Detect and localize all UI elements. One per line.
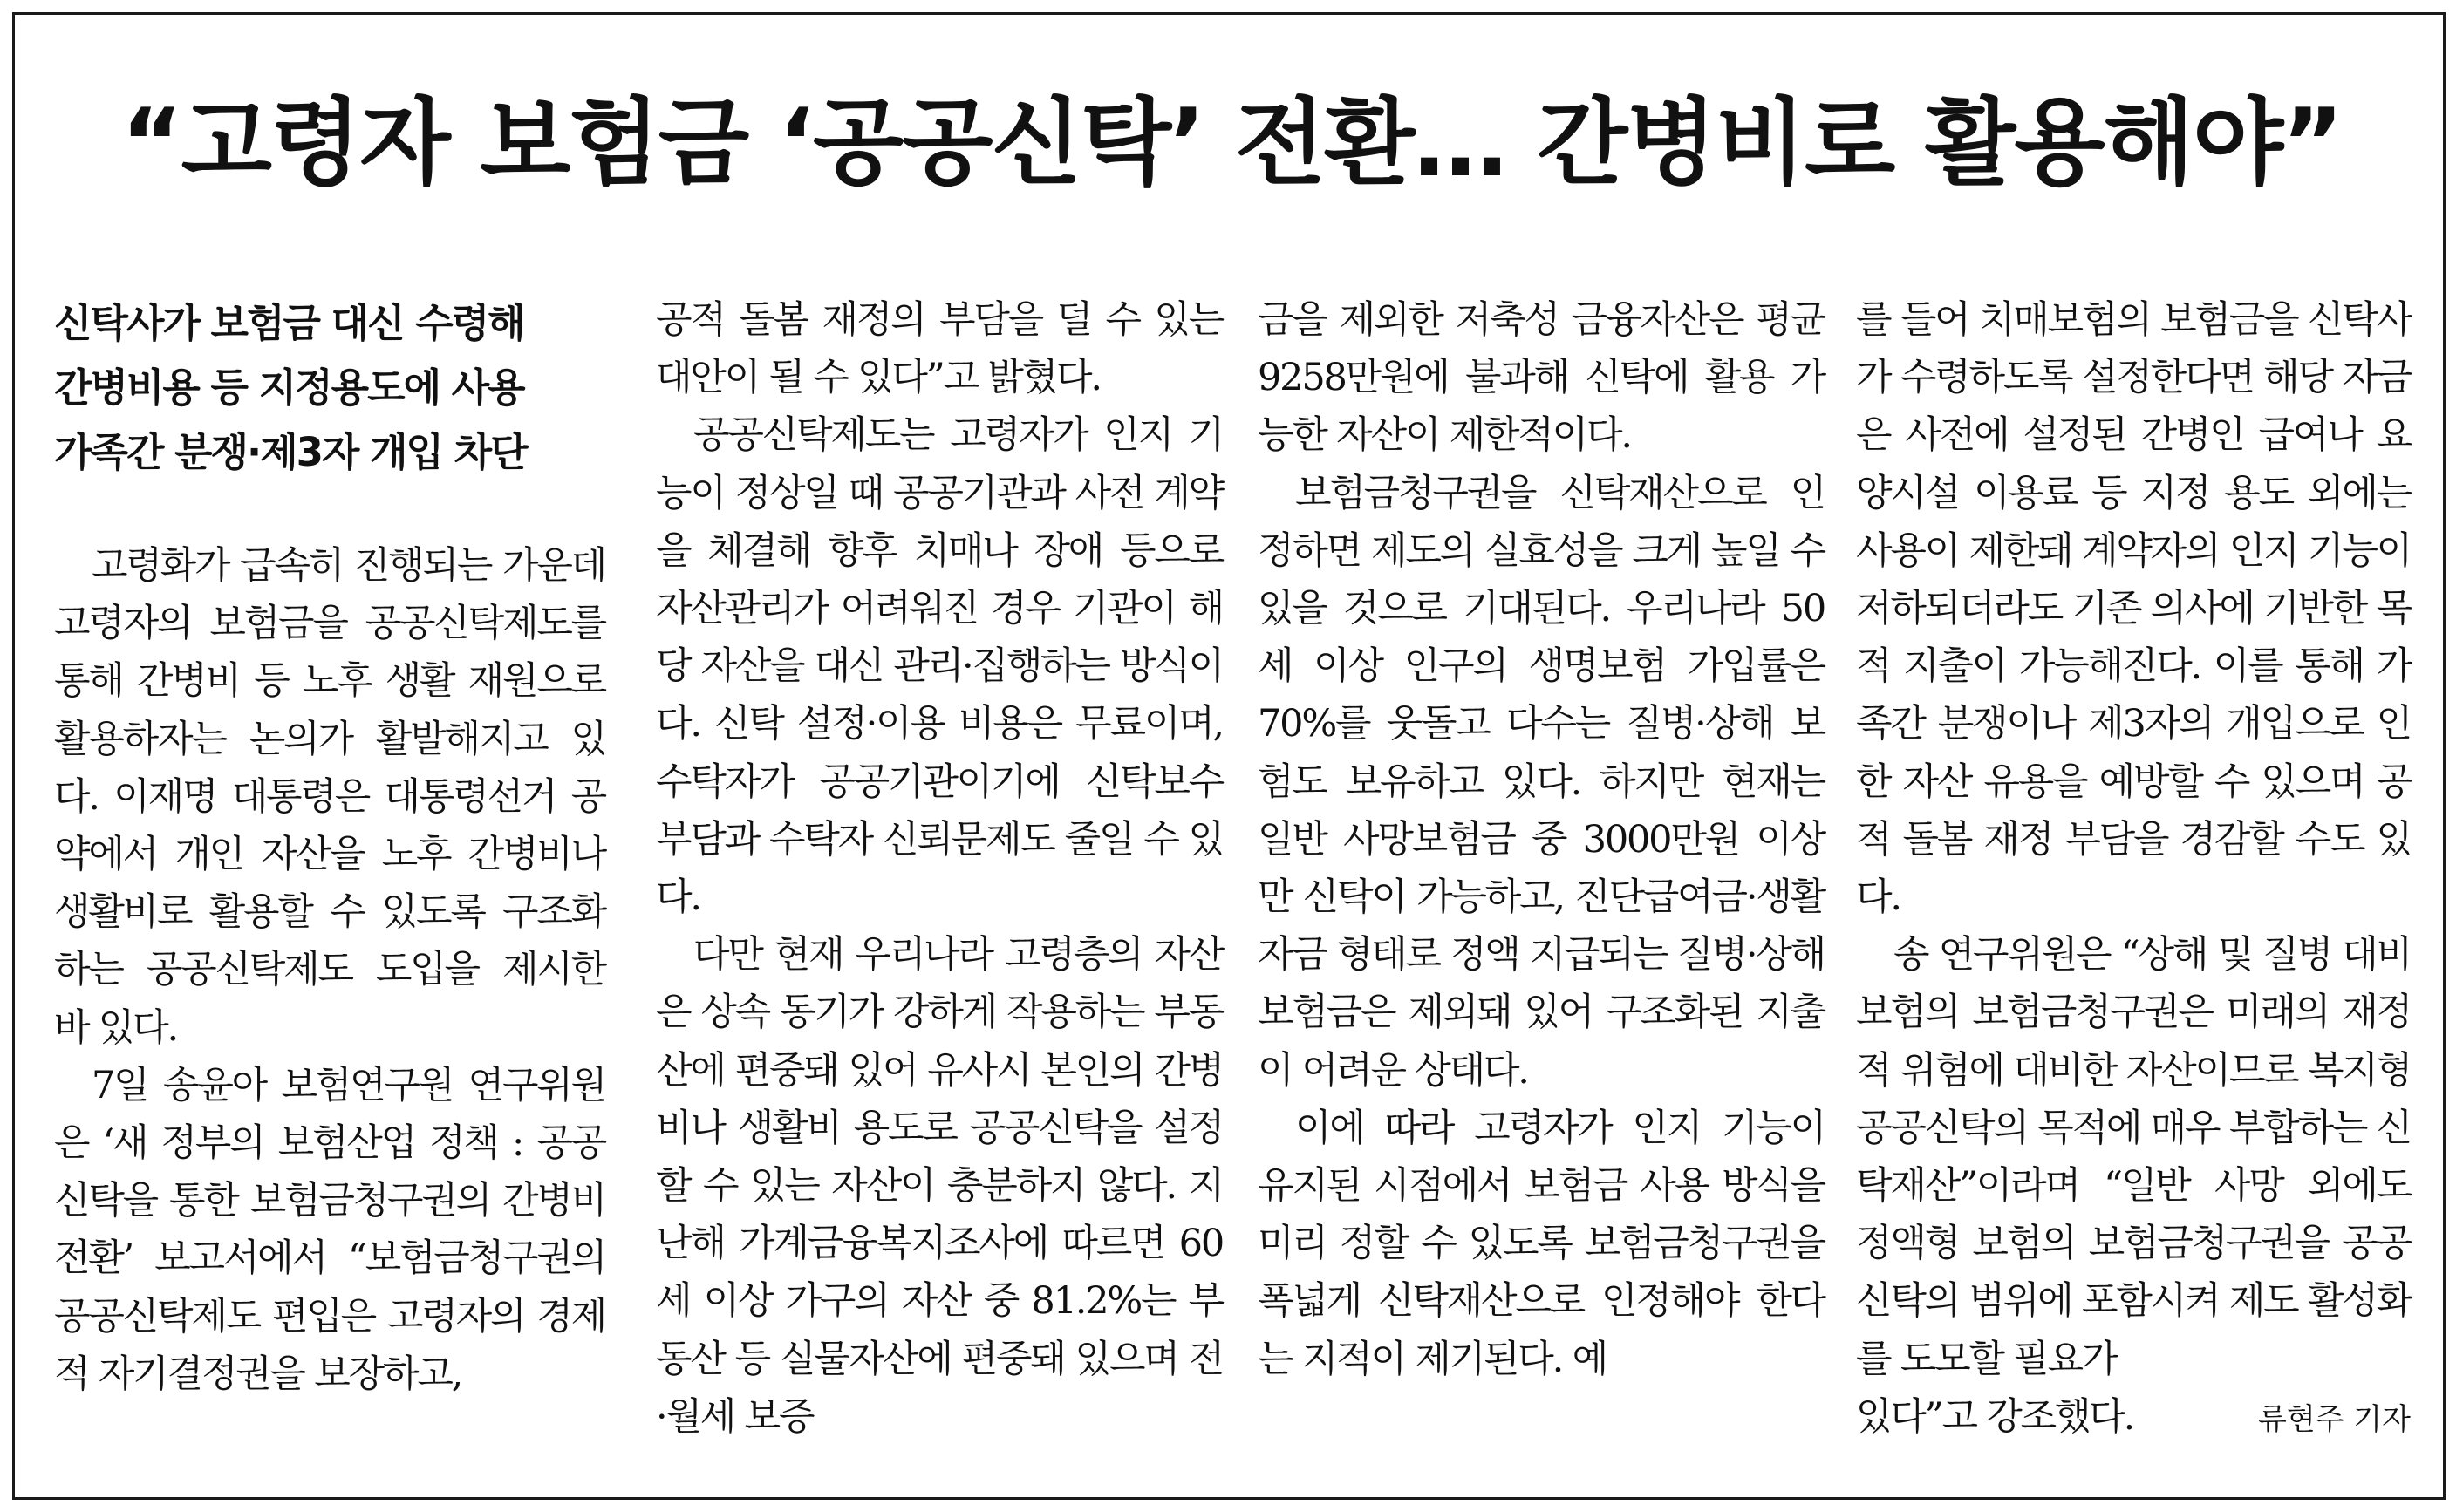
subhead-line: 가족간 분쟁·제3자 개입 차단 <box>54 429 527 475</box>
article-subheads <box>54 291 605 485</box>
body-paragraph: 송 연구위원은 “상해 및 질병 대비 보험의 보험금청구권은 미래의 재정적 위험에 대비한 자산이므로 복지형 공공신탁의 목적에 매우 부합하는 신탁재산”이라며 “일반 사망 외에도 정액형 보험의 보험금청구권을 공공신탁의 범위에 포함시켜 제도 활성화를 도모할 필요가 <box>1856 933 2411 1381</box>
article-column-2 <box>656 291 1223 1446</box>
body-paragraph: 공적 돌봄 재정의 부담을 덜 수 있는 대안이 될 수 있다”고 밝혔다. <box>656 298 1223 400</box>
subhead-line: 신탁사가 보험금 대신 수령해 <box>54 300 524 346</box>
body-paragraph: 다만 현재 우리나라 고령층의 자산은 상속 동기가 강하게 작용하는 부동산에 편중돼 있어 유사시 본인의 간병비나 생활비 용도로 공공신탁을 설정할 수 있는 자산이 충분하지 않다. 지난해 가계금융복지조사에 따르면 60세 이상 가구의 자산 중 81.2%는 부동산 등 실물자산에 편중돼 있으며 전·월세 보증 <box>656 933 1223 1439</box>
body-paragraph: 고령화가 급속히 진행되는 가운데 고령자의 보험금을 공공신탁제도를 통해 간병비 등 노후 생활 재원으로 활용하자는 논의가 활발해지고 있다. 이재명 대통령은 대통령선거 공약에서 개인 자산을 노후 간병비나 생활비로 활용할 수 있도록 구조화하는 공공신탁제도 도입을 제시한 바 있다. <box>54 544 605 1050</box>
article-column-3 <box>1258 291 1825 1388</box>
subhead-line: 간병비용 등 지정용도에 사용 <box>54 364 524 411</box>
body-paragraph-end: 있다”고 강조했다. <box>1856 1394 2134 1439</box>
body-paragraph: 금을 제외한 저축성 금융자산은 평균 9258만원에 불과해 신탁에 활용 가능한 자산이 제한적이다. <box>1258 298 1825 458</box>
article-column-1 <box>54 291 605 1403</box>
reporter-byline: 류현주 기자 <box>2257 1401 2411 1437</box>
body-paragraph: 이에 따라 고령자가 인지 기능이 유지된 시점에서 보험금 사용 방식을 미리 정할 수 있도록 보험금청구권을 폭넓게 신탁재산으로 인정해야 한다는 지적이 제기된다. 예 <box>1258 1106 1825 1381</box>
article-headline: “고령자 보험금 ‘공공신탁’ 전환… 간병비로 활용해야” <box>120 89 2343 198</box>
closing-line <box>1856 1388 2411 1448</box>
body-paragraph: 공공신탁제도는 고령자가 인지 기능이 정상일 때 공공기관과 사전 계약을 체결해 향후 치매나 장애 등으로 자산관리가 어려워진 경우 기관이 해당 자산을 대신 관리·집행하는 방식이다. 신탁 설정·이용 비용은 무료이며, 수탁자가 공공기관이기에 신탁보수 부담과 수탁자 신뢰문제도 줄일 수 있다. <box>656 413 1223 920</box>
body-paragraph: 7일 송윤아 보험연구원 연구위원은 ‘새 정부의 보험산업 정책 : 공공신탁을 통한 보험금청구권의 간병비 전환’ 보고서에서 “보험금청구권의 공공신탁제도 편입은 고령자의 경제적 자기결정권을 보장하고, <box>54 1063 605 1396</box>
article-column-4 <box>1856 291 2411 1448</box>
body-paragraph: 보험금청구권을 신탁재산으로 인정하면 제도의 실효성을 크게 높일 수 있을 것으로 기대된다. 우리나라 50세 이상 인구의 생명보험 가입률은 70%를 웃돌고 다수는 질병·상해 보험도 보유하고 있다. 하지만 현재는 일반 사망보험금 중 3000만원 이상만 신탁이 가능하고, 진단급여금·생활자금 형태로 정액 지급되는 질병·상해 보험금은 제외돼 있어 구조화된 지출이 어려운 상태다. <box>1258 471 1825 1093</box>
body-paragraph: 를 들어 치매보험의 보험금을 신탁사가 수령하도록 설정한다면 해당 자금은 사전에 설정된 간병인 급여나 요양시설 이용료 등 지정 용도 외에는 사용이 제한돼 계약자의 인지 기능이 저하되더라도 기존 의사에 기반한 목적 지출이 가능해진다. 이를 통해 가족간 분쟁이나 제3자의 개입으로 인한 자산 유용을 예방할 수 있으며 공적 돌봄 재정 부담을 경감할 수도 있다. <box>1856 298 2411 920</box>
